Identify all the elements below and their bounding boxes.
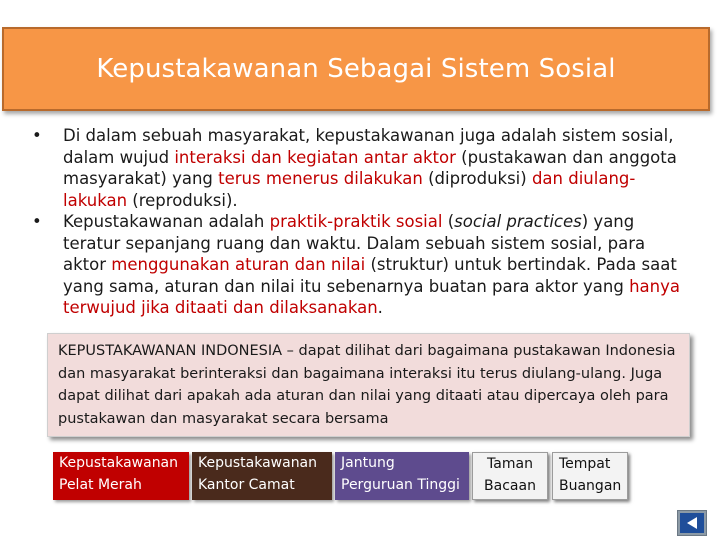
tag-line: Buangan <box>559 477 622 494</box>
tag-line: Pelat Merah <box>59 476 142 493</box>
highlight-text: dan diulang-lakukan <box>63 169 636 210</box>
tag-line: Perguruan Tinggi <box>341 476 460 493</box>
bullet-item <box>32 125 692 211</box>
text-segment: (reproduksi). <box>127 190 238 210</box>
tag-line: Bacaan <box>484 477 536 494</box>
back-nav-button[interactable] <box>677 510 707 536</box>
tag-pelat-merah <box>53 452 189 500</box>
bullet-text <box>63 126 677 210</box>
tag-line: Kantor Camat <box>198 476 295 493</box>
text-segment: (pustakawan dan anggota masyarakat) yang <box>63 147 677 188</box>
highlight-text: terus menerus dilakukan <box>218 169 423 188</box>
slide-title-bar <box>2 27 710 111</box>
bullet-text <box>63 212 680 317</box>
bullet-dot: • <box>32 212 42 231</box>
back-arrow-icon <box>680 513 704 533</box>
back-arrow-glyph <box>684 516 700 530</box>
tag-line: Jantung <box>341 455 395 471</box>
highlight-text: praktik-praktik sosial <box>269 212 443 231</box>
bullet-list <box>32 125 692 319</box>
tag-kantor-camat <box>192 452 332 500</box>
italic-text: social practices <box>454 212 582 231</box>
tag-line: Tempat <box>559 456 611 472</box>
text-segment: (struktur) untuk bertindak. Pada saat yang sama, aturan dan nilai itu sebenarnya buatan para aktor yang <box>63 255 677 296</box>
tag-line: Taman <box>487 456 533 472</box>
tag-line: Kepustakawanan <box>198 455 318 471</box>
highlight-text: interaksi dan kegiatan antar aktor <box>174 147 456 167</box>
text-segment: ) yang teratur sepanjang ruang dan waktu. Dalam sebuah sistem sosial, para aktor <box>63 212 646 274</box>
tag-taman-bacaan <box>472 452 548 500</box>
text-segment: Kepustakawanan adalah <box>63 212 270 231</box>
highlight-text: menggunakan aturan dan nilai <box>111 255 366 274</box>
callout-box: KEPUSTAKAWANAN INDONESIA – dapat dilihat dari bagaimana pustakawan Indonesia dan masyarakat berinteraksi dan bagaimana interaksi itu terus diulang-ulang. Juga dapat dilihat dari apakah ada aturan dan nilai yang ditaati atau dipercaya oleh para pustakawan dan masyarakat secara bersama <box>47 333 690 437</box>
text-segment: . <box>377 298 383 317</box>
bullet-dot: • <box>32 126 42 145</box>
tag-tempat-buangan <box>552 452 628 500</box>
slide-title: Kepustakawanan Sebagai Sistem Sosial <box>96 54 616 84</box>
highlight-text: hanya terwujud jika ditaati dan dilaksanakan <box>63 276 680 317</box>
text-segment: ( <box>442 212 455 231</box>
bullet-item <box>32 211 692 319</box>
tag-perguruan-tinggi <box>335 452 469 500</box>
tag-line: Kepustakawanan <box>59 455 179 471</box>
text-segment: Di dalam sebuah masyarakat, kepustakawanan juga adalah sistem sosial, dalam wujud <box>63 126 674 167</box>
text-segment: (diproduksi) <box>422 169 532 188</box>
